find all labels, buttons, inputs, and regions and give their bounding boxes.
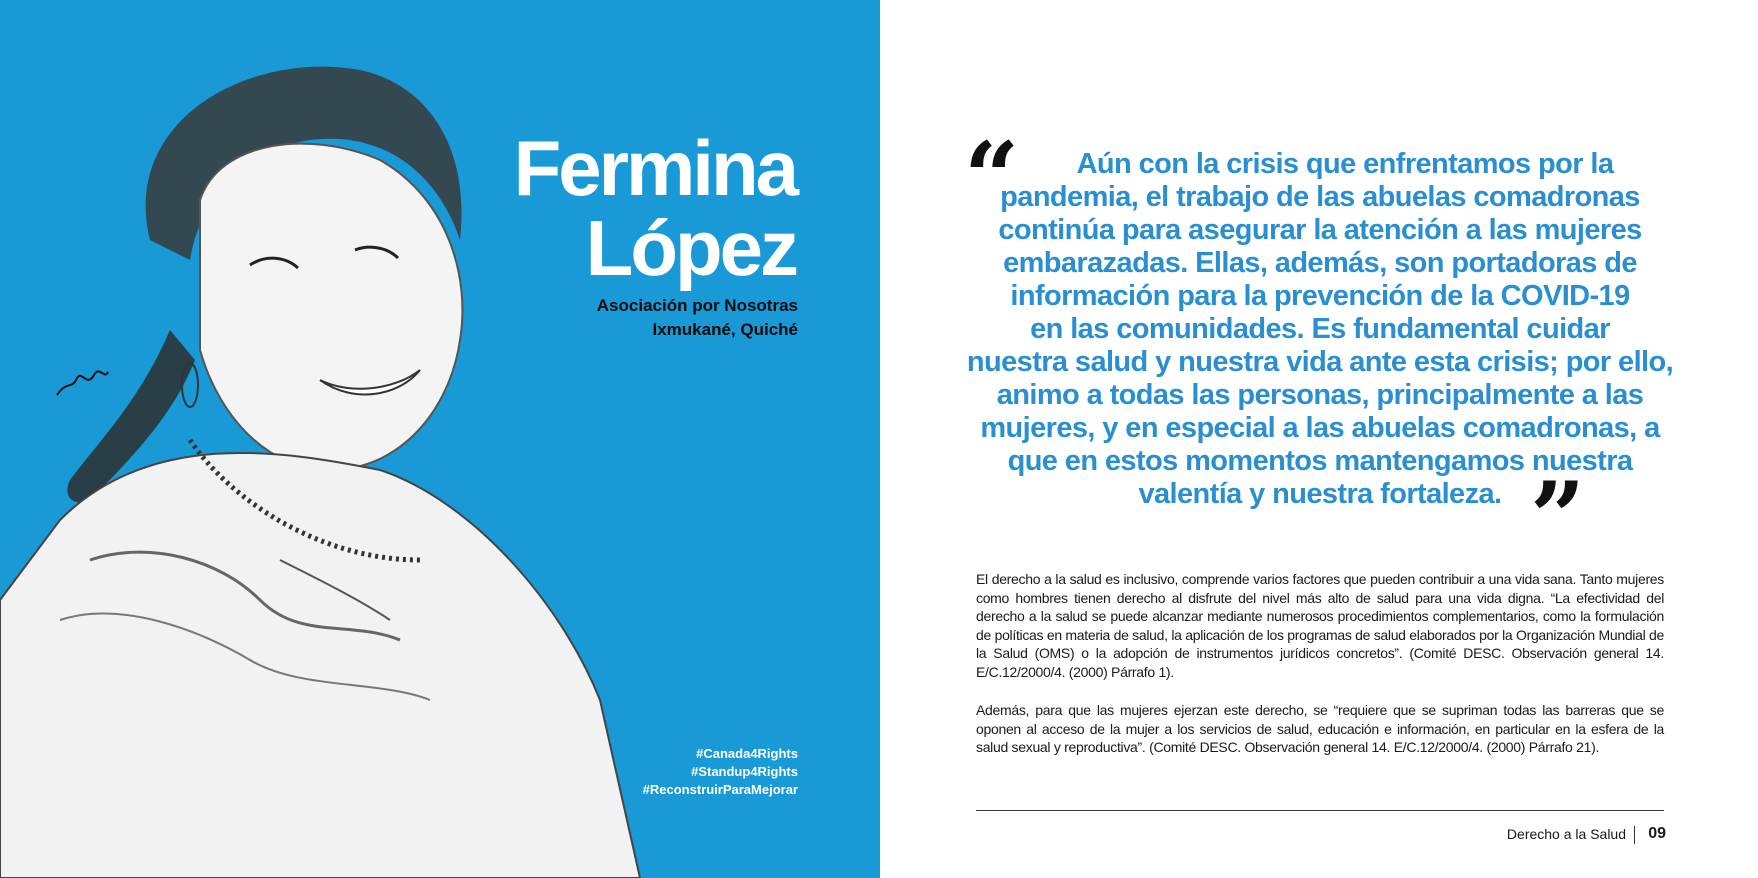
body-paragraph-1: El derecho a la salud es inclusivo, comprende varios factores que pueden contribuir a una vida sana. Tanto mujeres como hombres tienen derecho al disfrute del nivel más alto de salud para una vida digna. “La efectividad del derecho a la salud se puede alcanzar mediante numerosos procedimientos complementarios, como la formulación de políticas en materia de salud, la aplicación de los programas de salud elaborados por la Organización Mundial de la Salud (OMS) o la adopción de instrumentos jurídicos concretos”. (Comité DESC. Observación general 14. E/C.12/2000/4. (2000) Párrafo 1). xyxy=(976,571,1664,680)
quote-line: continúa para asegurar la atención a las mujeres xyxy=(998,214,1642,246)
quote-line: que en estos momentos mantengamos nuestra xyxy=(1007,445,1633,477)
hashtag: #Standup4Rights xyxy=(691,764,798,779)
quote-line: nuestra salud y nuestra vida ante esta crisis; por ello, xyxy=(966,346,1674,378)
person-name xyxy=(513,124,796,292)
open-quote-icon: “ xyxy=(964,121,1020,234)
footer-separator xyxy=(1634,826,1635,844)
quote-line: mujeres, y en especial a las abuelas comadronas, a xyxy=(980,412,1660,444)
pull-quote xyxy=(955,148,1685,511)
body-paragraph-2: Además, para que las mujeres ejerzan este derecho, se “requiere que se supriman todas las barreras que se oponen al acceso de la mujer a los servicios de salud, educación e información, en particular en la esfera de la salud sexual y reproductiva”. (Comité DESC. Observación general 14. E/C.12/2000/4. (2000) Párrafo 21). xyxy=(976,702,1664,755)
quote-line: animo a todas las personas, principalmente a las xyxy=(996,379,1644,411)
first-name: Fermina xyxy=(513,124,796,212)
hashtag-list xyxy=(643,745,798,799)
quote-line: información para la prevención de la COVID-19 xyxy=(1010,280,1630,312)
org-line-2: Ixmukané, Quiché xyxy=(652,320,798,339)
hashtag: #ReconstruirParaMejorar xyxy=(642,782,798,797)
hashtag: #Canada4Rights xyxy=(696,746,798,761)
quote-line: valentía y nuestra fortaleza. xyxy=(1138,478,1502,510)
page-number: 09 xyxy=(1648,825,1666,842)
close-quote-icon: ” xyxy=(1530,461,1586,574)
artist-signature xyxy=(52,360,112,405)
footer-section-title: Derecho a la Salud xyxy=(1506,826,1626,842)
quote-line: pandemia, el trabajo de las abuelas comadronas xyxy=(1000,181,1640,213)
quote-line: en las comunidades. Es fundamental cuidar xyxy=(1030,313,1610,345)
org-line-1: Asociación por Nosotras xyxy=(596,296,798,315)
quote-line: Aún con la crisis que enfrentamos por la xyxy=(1076,148,1614,180)
quote-line: embarazadas. Ellas, además, son portadoras de xyxy=(1003,247,1637,279)
footer-divider xyxy=(976,810,1664,811)
organization xyxy=(597,294,798,342)
last-name: López xyxy=(585,204,796,292)
